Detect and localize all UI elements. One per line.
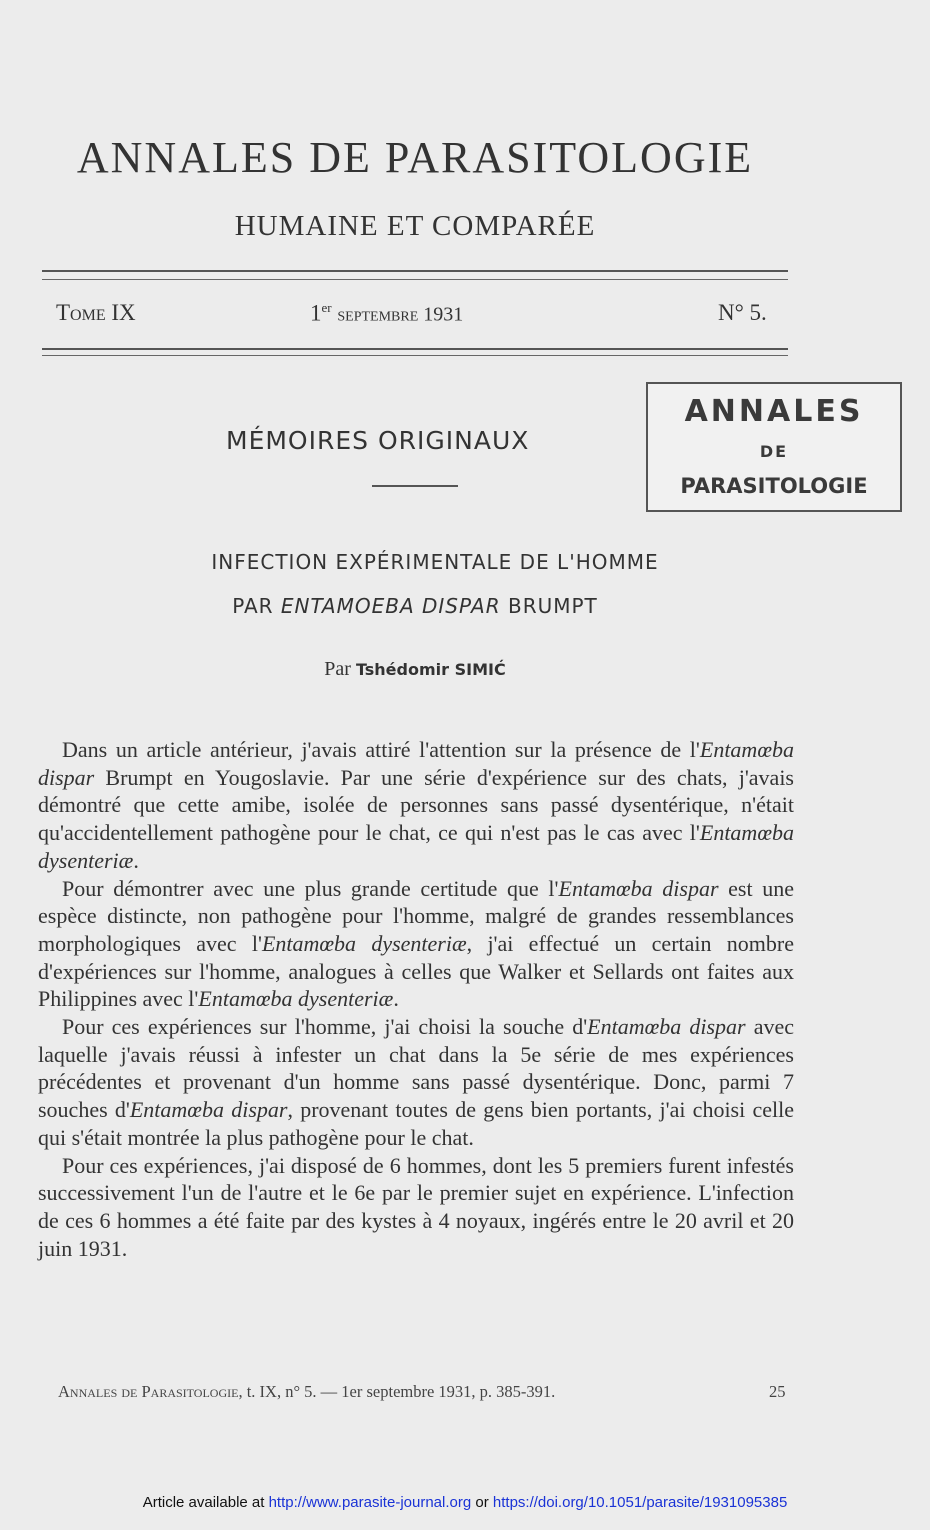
byline-prefix: Par (324, 658, 356, 680)
byline (0, 658, 830, 681)
species-name: Entamœba dysenteriæ (38, 820, 794, 873)
section-divider (372, 485, 458, 487)
paragraph (38, 875, 794, 1014)
date-day: 1 (310, 300, 322, 326)
text-run: , j'ai effectué un certain nombre d'expériences sur l'homme, analogues à celles que Walker et Sellards ont faites aux Philippines avec l' (38, 930, 794, 1012)
article-body (38, 736, 794, 1262)
text-run: , provenant toutes de gens bien portants, j'ai choisi celle qui s'était montrée la plus pathogène pour le chat. (38, 1097, 794, 1150)
species-name: Entamœba dysenteriæ (261, 930, 467, 956)
text-run: . (393, 986, 399, 1012)
text-run: Pour ces expériences sur l'homme, j'ai choisi la souche d' (62, 1014, 588, 1040)
citation-journal: Annales de Parasitologie (58, 1382, 239, 1401)
library-stamp (646, 382, 902, 512)
stamp-line3: PARASITOLOGIE (680, 474, 868, 498)
stamp-line2: DE (759, 442, 789, 461)
author-name: Tshédomir SIMIĆ (355, 660, 506, 679)
footer-citation (58, 1382, 798, 1402)
divider-mid-thin (42, 355, 788, 356)
text-run: . (133, 847, 139, 873)
article-title-line1: INFECTION EXPÉRIMENTALE DE L'HOMME (211, 550, 659, 574)
species-name: Entamœba dispar (558, 875, 719, 901)
divider-top (42, 270, 788, 272)
text-run: Dans un article antérieur, j'avais attiré l'attention sur la présence de l' (62, 737, 700, 762)
journal-link[interactable]: http://www.parasite-journal.org (268, 1494, 472, 1511)
text-run: avec laquelle j'avais réussi à infester un chat dans la 5e série de mes expériences précédentes et provenant d'un homme sans passé dysentérique. Donc, parmi 7 souches d' (38, 1014, 794, 1123)
text-run: Pour ces expériences, j'ai disposé de 6 hommes, dont les 5 premiers furent infestés successivement l'un de l'autre et le 6e par le premier sujet en expérience. L'infection de ces 6 hommes a été faite par des kystes à 4 noyaux, ingérés entre le 20 avril et 20 juin 1931. (38, 1152, 794, 1261)
paragraph (38, 1152, 794, 1263)
species-name: Entamœba dispar (129, 1097, 288, 1123)
issue-date (310, 300, 463, 327)
article-title-line2 (0, 594, 830, 618)
page-number: 25 (769, 1382, 786, 1401)
availability-middle: or (471, 1494, 493, 1511)
date-sup: er (321, 300, 332, 315)
divider-mid (42, 348, 788, 350)
issue-number: N° 5. (718, 300, 767, 325)
species-name: Entamœba dispar (38, 737, 794, 790)
availability-line (0, 1494, 930, 1511)
title-post: BRUMPT (500, 594, 598, 618)
text-run: est une espèce distincte, non pathogène pour l'homme, malgré de grandes ressemblances morphologiques avec l' (38, 875, 795, 956)
section-title: MÉMOIRES ORIGINAUX (226, 426, 530, 455)
journal-subtitle: HUMAINE ET COMPARÉE (234, 210, 596, 242)
journal-title: ANNALES DE PARASITOLOGIE (76, 133, 754, 182)
text-run: Pour démontrer avec une plus grande certitude que l' (62, 875, 559, 901)
availability-prefix: Article available at (142, 1494, 269, 1511)
divider-top-thin (42, 279, 788, 280)
date-rest: septembre 1931 (337, 303, 464, 326)
doi-link[interactable]: https://doi.org/10.1051/parasite/1931095385 (492, 1494, 788, 1511)
title-pre: PAR (232, 594, 281, 618)
paragraph (38, 736, 794, 875)
species-name: Entamœba dispar (587, 1014, 746, 1040)
citation-rest: , t. IX, n° 5. — 1er septembre 1931, p. 385-391. (238, 1382, 556, 1401)
text-run: Brumpt en Yougoslavie. Par une série d'expérience sur des chats, j'avais démontré que cette amibe, isolée de personnes sans passé dysentérique, n'était qu'accidentellement pathogène pour le chat, ce qui n'est pas le cas avec l' (38, 764, 794, 846)
tome-label: Tome IX (56, 300, 136, 325)
paragraph (38, 1013, 794, 1152)
title-species: ENTAMOEBA DISPAR (280, 594, 501, 618)
species-name: Entamœba dysenteriæ (198, 986, 394, 1012)
stamp-line1: ANNALES (684, 394, 864, 429)
